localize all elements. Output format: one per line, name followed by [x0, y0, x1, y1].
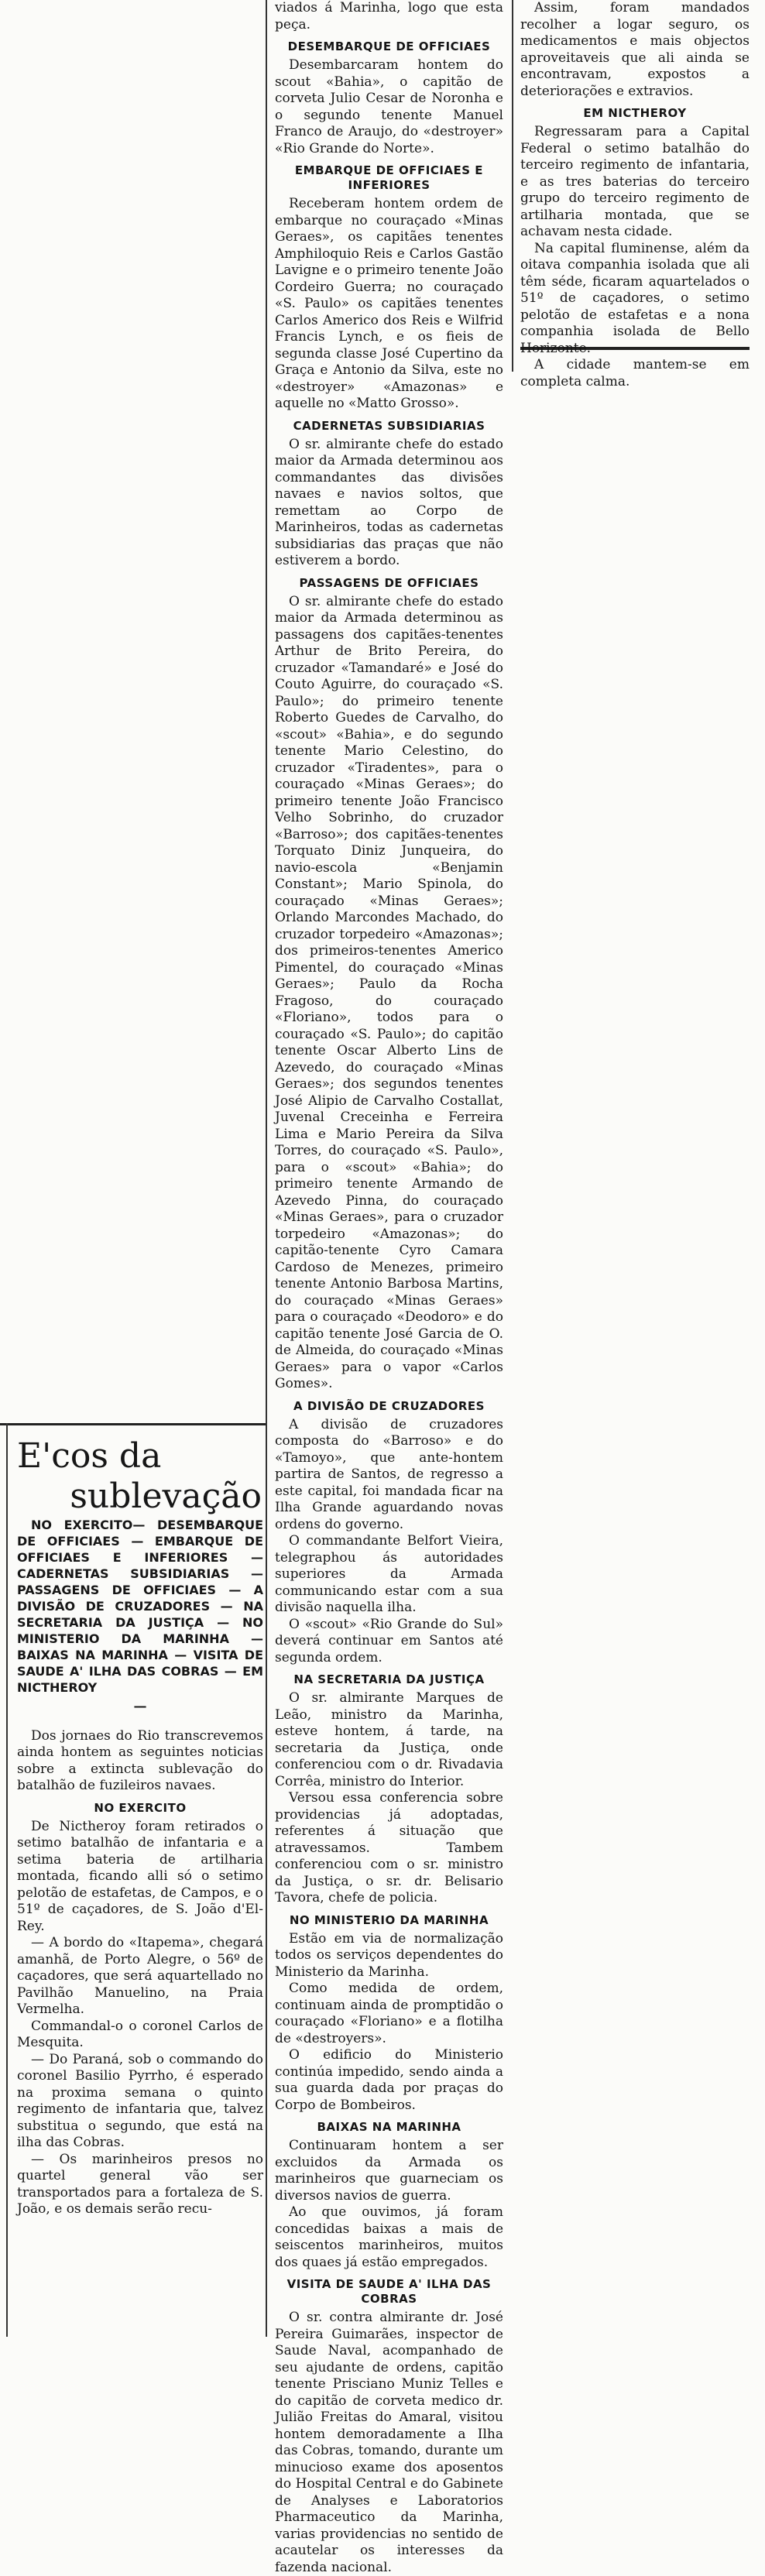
paragraph: O commandante Belfort Vieira, telegraphou ás autoridades superiores da Armada communicando estar com a sua divisão naquella ilha. — [275, 1533, 503, 1615]
column-2 — [275, 0, 503, 2576]
column-3 — [520, 0, 750, 390]
column-1 — [17, 1429, 263, 2218]
paragraph: — A bordo do «Itapema», chegará amanhã, de Porto Alegre, o 56º de caçadores, que será aquartellado no Pavilhão Manuelino, na Praia Vermelha. — [17, 1935, 263, 2017]
section-heading-divisao: A DIVISÃO DE CRUZADORES — [293, 1398, 485, 1413]
paragraph: — Os marinheiros presos no quartel general vão ser transportados para a fortaleza de S. João, e os demais serão recu- — [17, 2151, 263, 2217]
separator-dash: — — [133, 1699, 147, 1714]
section-heading-passagens: PASSAGENS DE OFFICIAES — [299, 575, 479, 590]
paragraph: Desembarcaram hontem do scout «Bahia», o capitão de corveta Julio Cesar de Noronha e o segundo tenente Manuel Franco de Araujo, do «destroyer» «Rio Grande do Norte». — [275, 57, 503, 156]
article-left-rule — [6, 1423, 8, 2337]
section-heading-desembarque: DESEMBARQUE DE OFFICIAES — [287, 39, 491, 53]
section-heading-ministerio: NO MINISTERIO DA MARINHA — [289, 1912, 489, 1927]
paragraph: O sr. almirante chefe do estado maior da Armada determinou aos commandantes das divisões navaes e navios soltos, que remettam ao Corpo de Marinheiros, todas as cadernetas subsidiarias das praças que não estiverem a bordo. — [275, 436, 503, 568]
section-heading-visita: VISITA DE SAUDE A' ILHA DAS COBRAS — [286, 2277, 492, 2306]
paragraph: Ao que ouvimos, já foram concedidas baixas a mais de seiscentos marinheiros, muitos dos quaes já estão empregados. — [275, 2204, 503, 2270]
paragraph: Versou essa conferencia sobre providencias já adoptadas, referentes á situação que atravessamos. Tambem conferenciou com o sr. ministro da Justiça, o sr. dr. Belisario Tavora, chefe de policia. — [275, 1790, 503, 1905]
paragraph: Na capital fluminense, além da oitava companhia isolada que ali têm séde, ficaram aquartelados o 51º de caçadores, o setimo pelotão de estafetas e a nona companhia isolada de Bello Horizonte. — [520, 240, 750, 356]
paragraph: Regressaram para a Capital Federal o setimo batalhão do terceiro regimento de infantaria, e as tres baterias do terceiro grupo do terceiro regimento de artilharia montada, que se achavam nesta cidade. — [520, 124, 750, 239]
paragraph: O sr. contra almirante dr. José Pereira Guimarães, inspector de Saude Naval, acompanhado de seu ajudante de ordens, capitão tenente Prisciano Muniz Telles e do capitão de corveta medico dr. Julião Freitas do Amaral, visitou hontem demoradamente a Ilha das Cobras, tomando, durante um minucioso exame dos aposentos do Hospital Central e do Gabinete de Analyses e Laboratorios Pharmaceutico da Marinha, varias providencias no sentido de acautelar os interesses da fazenda nacional. — [275, 2310, 503, 2575]
headline-line-2: sublevação — [70, 1477, 262, 1516]
paragraph-continued: viados á Marinha, logo que esta peça. — [275, 0, 503, 33]
paragraph: Commandal-o o coronel Carlos de Mesquita. — [17, 2018, 263, 2050]
paragraph: A cidade mantem-se em completa calma. — [520, 357, 750, 389]
section-heading-embarque: EMBARQUE DE OFFICIAES E INFERIORES — [294, 163, 484, 192]
paragraph: Receberam hontem ordem de embarque no couraçado «Minas Geraes», os capitães tenentes Amphiloquio Reis e Carlos Gastão Lavigne e o primeiro tenente João Cordeiro Guerra; no couraçado «S. Paulo» os capitães tenentes Carlos Americo dos Reis e Wilfrid Francis Lynch, e os fieis de segunda classe José Cupertino da Graça e Antonio da Silva, este no «destroyer» «Amazonas» e aquelle no «Matto Grosso». — [275, 196, 503, 411]
section-heading-secretaria: NA SECRETARIA DA JUSTIÇA — [293, 1672, 485, 1686]
headline-line-1: E'cos da — [17, 1436, 162, 1476]
paragraph: — Do Paraná, sob o commando do coronel Basilio Pyrrho, é esperado na proxima semana o quinto regimento de infantaria que, talvez substitua o segundo, que está na ilha das Cobras. — [17, 2051, 263, 2150]
paragraph: O sr. almirante chefe do estado maior da Armada determinou as passagens dos capitães-tenentes Arthur de Brito Pereira, do cruzador «Tamandaré» e José do Couto Aguirre, do couraçado «S. Paulo»; do primeiro tenente Roberto Guedes de Carvalho, do «scout» «Bahia», e do segundo tenente Mario Celestino, do cruzador «Tiradentes», para o couraçado «Minas Geraes»; do primeiro tenente João Francisco Velho Sobrinho, do cruzador «Barroso»; dos capitães-tenentes Torquato Diniz Junqueira, do navio-escola «Benjamin Constant»; Mario Spinola, do couraçado «Minas Geraes»; Orlando Marcondes Machado, do cruzador torpedeiro «Amazonas»; dos primeiros-tenentes Americo Pimentel, do couraçado «Minas Geraes»; Paulo da Rocha Fragoso, do couraçado «Floriano», todos para o couraçado «S. Paulo»; do capitão tenente Oscar Alberto Lins de Azevedo, do couraçado «Minas Geraes»; dos segundos tenentes José Alipio de Carvalho Costallat, Juvenal Creceinha e Ferreira Lima e Mario Pereira da Silva Torres, do couraçado «S. Paulo», para o «scout» «Bahia»; do primeiro tenente Armando de Azevedo Pinna, do couraçado «Minas Geraes», para o cruzador torpedeiro «Amazonas»; do capitão-tenente Cyro Camara Cardoso de Menezes, primeiro tenente Antonio Barbosa Martins, do couraçado «Minas Geraes» para o couraçado «Deodoro» e do capitão tenente José Garcia de O. de Almeida, do couraçado «Minas Geraes» para o vapor «Carlos Gomes». — [275, 593, 503, 1391]
paragraph: De Nictheroy foram retirados o setimo batalhão de infantaria e a setima bateria de artilharia montada, ficando alli só o setimo pelotão de estafetas, de Campos, e o 51º de caçadores, de S. João d'El-Rey. — [17, 1818, 263, 1934]
paragraph: A divisão de cruzadores composta do «Barroso» e do «Tamoyo», que ante-hontem partira de Santos, de regresso a este capital, foi mandada ficar na Ilha Grande aguardando novas ordens do governo. — [275, 1416, 503, 1532]
paragraph: Estão em via de normalização todos os serviços dependentes do Ministerio da Marinha. — [275, 1930, 503, 1980]
intro-paragraph: Dos jornaes do Rio transcrevemos ainda hontem as seguintes noticias sobre a extincta sublevação do batalhão de fuzileiros navaes. — [17, 1727, 263, 1793]
paragraph: O «scout» «Rio Grande do Sul» deverá continuar em Santos até segunda ordem. — [275, 1616, 503, 1665]
paragraph: O edificio do Ministerio continúa impedido, sendo ainda a sua guarda dada por praças do Corpo de Bombeiros. — [275, 2047, 503, 2113]
section-heading-exercito: NO EXERCITO — [94, 1800, 187, 1815]
paragraph: O sr. almirante Marques de Leão, ministro da Marinha, esteve hontem, á tarde, na secretaria da Justiça, onde conferenciou com o dr. Rivadavia Corrêa, ministro do Interior. — [275, 1690, 503, 1789]
paragraph: Continuaram hontem a ser excluidos da Armada os marinheiros que guarneciam os diversos navios de guerra. — [275, 2138, 503, 2204]
section-heading-nictheroy: EM NICTHEROY — [583, 106, 687, 120]
paragraph-continued: Assim, foram mandados recolher a logar seguro, os medicamentos e mais objectos aproveitaveis que ali ainda se encontravam, expostos a deteriorações e extravios. — [520, 0, 750, 99]
section-heading-baixas: BAIXAS NA MARINHA — [317, 2120, 461, 2134]
paragraph: Como medida de ordem, continuam ainda de promptidão o couraçado «Floriano» e a flotilha de «destroyers». — [275, 1981, 503, 2046]
section-heading-cadernetas: CADERNETAS SUBSIDIARIAS — [293, 418, 485, 433]
article-top-rule — [0, 1423, 266, 1425]
headline-summary: NO EXERCITO— DESEMBARQUE DE OFFICIAES — EMBARQUE DE OFFICIAES E INFERIORES — CADERNETAS SUBSIDIARIAS — PASSAGENS DE OFFICIAES — A DIVISÃO DE CRUZADORES — NA SECRETARIA DA JUSTIÇA — NO MINISTERIO DA MARINHA — BAIXAS NA MARINHA — VISITA DE SAUDE A' ILHA DAS COBRAS — EM NICTHEROY — [17, 1518, 263, 1695]
column-rule-right — [512, 0, 513, 372]
column-rule-left — [266, 0, 267, 2337]
headline — [17, 1436, 263, 1517]
